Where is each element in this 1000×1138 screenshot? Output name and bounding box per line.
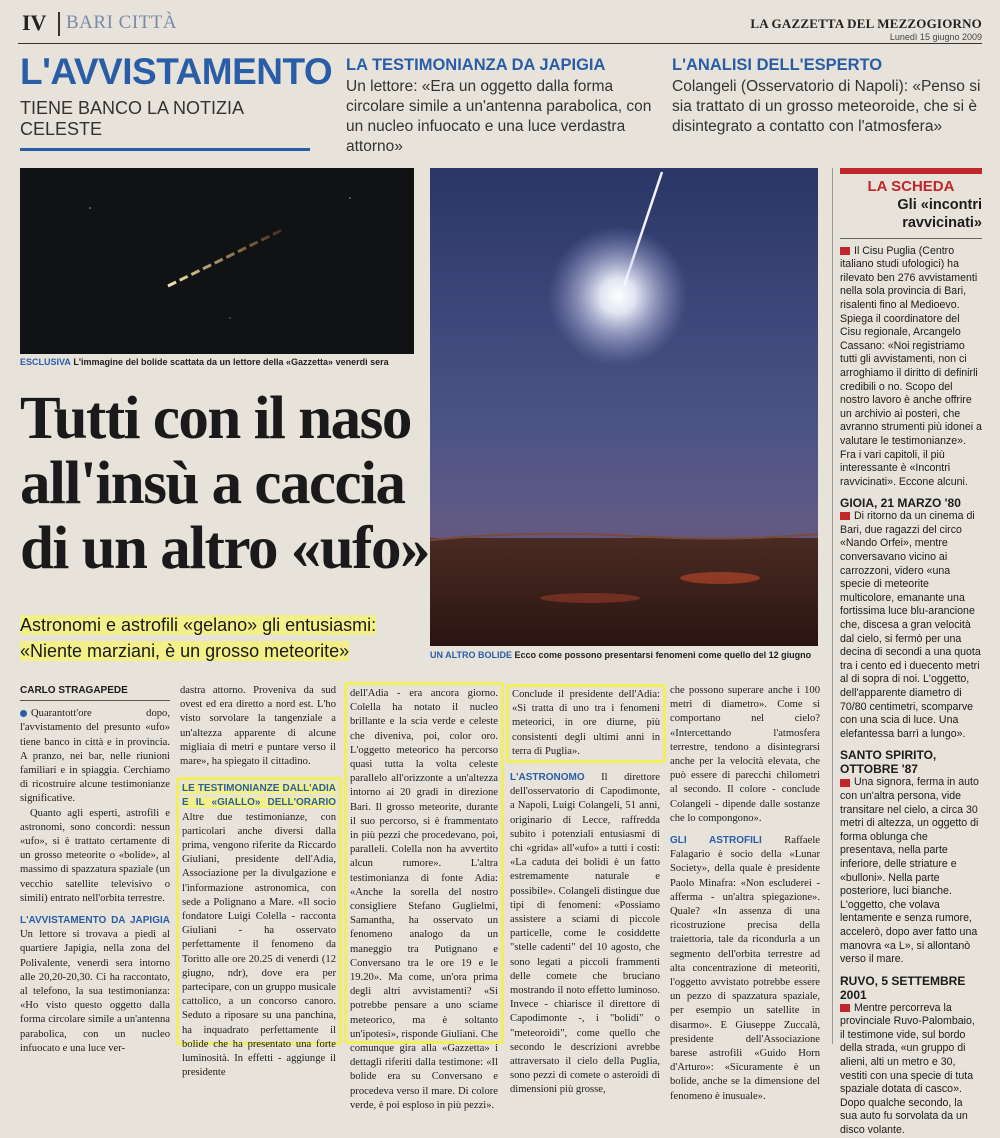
author-byline: CARLO STRAGAPEDE bbox=[20, 685, 128, 696]
byline-rule bbox=[20, 700, 170, 701]
kicker-text: Un lettore: «Era un oggetto dalla forma circolare simile a un'antenna parabolica, con un nucleo infuocato e una luce verdastra attorno» bbox=[346, 78, 652, 155]
article-col-2 bbox=[180, 684, 336, 1079]
square-bullet-icon bbox=[840, 247, 850, 255]
newspaper-name: LA GAZZETTA DEL MEZZOGIORNO bbox=[750, 16, 982, 31]
kicker-text: Colangeli (Osservatorio di Napoli): «Penso si sia trattato di un grosso meteoroide, che si è disintegrato a contatto con l'atmosfera» bbox=[672, 78, 981, 135]
square-bullet-icon bbox=[840, 1004, 850, 1012]
sidebar-intro: Il Cisu Puglia (Centro italiano studi ufologici) ha rilevato ben 276 avvistamenti nella sola provincia di Bari, risalenti fino al Medioevo. Spiega il coordinatore del Cisu regionale, Arcangelo Cassano: «Noi registriamo tutti gli avvistamenti, non ci arroghiamo il diritto di definirli credibili o no. Scopo del nostro lavoro è anche offrire un archivio ai posteri, che avranno strumenti più idonei a valutare le testimonianze». Fra i vari capitoli, il più interessante è «Incontri ravvicinati». Eccone alcuni. bbox=[840, 244, 982, 488]
caption-text: Ecco come possono presentarsi fenomeni come quello del 12 giugno bbox=[514, 650, 812, 660]
square-bullet-icon bbox=[840, 512, 850, 520]
sidebar-place: RUVO, 5 SETTEMBRE 2001 bbox=[840, 973, 966, 1002]
subtitle-line: Astronomi e astrofili «gelano» gli entusiasmi: bbox=[20, 615, 377, 635]
article-col-3 bbox=[344, 682, 504, 1111]
caption-label: UN ALTRO BOLIDE bbox=[430, 650, 512, 660]
section-name: BARI CITTÀ bbox=[66, 12, 178, 33]
sidebar-entry: Mentre percorreva la provinciale Ruvo-Palombaio, il testimone vide, sul bordo della strada, «un gruppo di alieni, alti un metro e 30, vestiti con una specie di tuta spaziale dotata di casco». Dopo qualche secondo, la sua auto fu sorvolata da un disco volante. bbox=[840, 1001, 975, 1137]
section-label: L'ASTRONOMO bbox=[510, 772, 585, 784]
paragraph: dastra attorno. Proveniva da sud ovest ed era diretto a nord est. L'ho visto sorvolare la tangenziale a un'altezza apparente di alcune migliaia di metri e puntare verso il mare», ha spiegato il cittadino. bbox=[180, 685, 336, 768]
section-label: GLI ASTROFILI bbox=[670, 835, 762, 847]
kicker-testimonianza bbox=[346, 56, 656, 157]
article-col-5 bbox=[670, 684, 820, 1102]
sidebar-title: Gli «incontri ravvicinati» bbox=[897, 196, 982, 231]
paragraph: LE TESTIMONIANZE DALL'ADIA E IL «GIALLO» DELL'ORARIO Altre due testimonianze, con particolari anche diversi dalla prima, vengono riferite da Riccardo Giuliani, presidente dell'Adia, Associazione per la divulgazione e l'informazione astronomica, con sede a Polignano a Mare. «Il socio fondatore Luigi Colella - racconta Giuliani - ha osservato perfettamente il fenomeno da Toritto alle ore 20.25 di venerdì (12 giugno, ndr), dove era per partecipare, con un gruppo musicale cattolico, a un concorso canoro. Seduto a riposare su una panchina, ha inquadrato perfettamente il bolide che ha presentato una forte luminosità. In effetti - aggiunge il presidente bbox=[182, 783, 336, 1079]
masthead-rule bbox=[18, 43, 982, 44]
sidebar-place: GIOIA, 21 MARZO '80 bbox=[840, 496, 961, 511]
highlighted-block bbox=[506, 684, 666, 763]
masthead-divider bbox=[58, 12, 60, 36]
page-number: IV bbox=[22, 10, 47, 35]
headline-line: all'insù a caccia bbox=[20, 450, 405, 517]
highlighted-block bbox=[176, 777, 342, 1079]
issue-date: Lunedì 15 giugno 2009 bbox=[889, 32, 982, 42]
paragraph: L'ASTRONOMO Il direttore dell'osservatorio di Capodimonte, a Napoli, Luigi Colangeli, 51 anni, originario di Lecce, raffredda subito i potenziali entusiasmi di chi «grida» all'«ufo» a tutti i costi: «La caduta dei bolidi è un fatto estremamente naturale e possibile». Colangeli distingue due tipi di fenomeni: «Possiamo assistere a sciami di piccole particelle, come le cosiddette "stelle cadenti" del 10 agosto, che sono legati a piccoli frammenti delle comete che bruciano mostrando il noto effetto luminoso. Invece - chiarisce il direttore di Capodimonte -, i "bolidi" o "meteoroidi", come quello che secondo le descrizioni avrebbe attraversato il cielo della Puglia, sono pezzi di comete o asteroidi di dimensioni più grosse, bbox=[510, 772, 660, 1096]
photo1-caption bbox=[20, 357, 420, 367]
sidebar-place: SANTO SPIRITO, OTTOBRE '87 bbox=[840, 748, 937, 777]
paragraph: Quarantott'ore dopo, l'avvistamento del presunto «ufo» tiene banco in città e in provincia. A pranzo, nei bar, nelle riunioni familiari e in spiaggia. Cerchiamo di ricostruire alcune testimonianze significative. bbox=[20, 708, 170, 805]
sidebar-rule bbox=[832, 168, 833, 1044]
paragraph: Conclude il presidente dell'Adia: «Si tratta di uno tra i fenomeni meteorici, in ore diurne, più consistenti degli ultimi anni in terra di Puglia». bbox=[512, 689, 660, 757]
sidebar-top-bar bbox=[840, 168, 982, 174]
paragraph: che possono superare anche i 100 metri di diametro». Come si comportano nel cielo? «Intercettando l'atmosfera terrestre, tendono a disintegrarsi anche per la velocità elevata, che può essere di parecchi chilometri al secondo. Il colore - conclude Colangeli - dipende dalle sostanze che lo compongono». bbox=[670, 685, 820, 824]
caption-label: ESCLUSIVA bbox=[20, 357, 71, 367]
section-label: LE TESTIMONIANZE DALL'ADIA E IL «GIALLO» DELL'ORARIO bbox=[182, 783, 336, 809]
subtitle-line: «Niente marziani, è un grosso meteorite» bbox=[20, 641, 350, 661]
sidebar-scheda bbox=[840, 168, 982, 1137]
kicker-title: L'AVVISTAMENTO bbox=[20, 51, 333, 92]
photo-bolide-exclusive bbox=[20, 168, 414, 354]
photo-altro-bolide bbox=[430, 168, 818, 646]
square-bullet-icon bbox=[840, 779, 850, 787]
masthead bbox=[0, 0, 1000, 46]
kicker-underline bbox=[20, 148, 310, 151]
kicker-subtitle: TIENE BANCO LA NOTIZIA CELESTE bbox=[20, 98, 244, 139]
kicker-title: LA TESTIMONIANZA DA JAPIGIA bbox=[346, 56, 606, 74]
meteor-sky-image bbox=[430, 168, 818, 646]
photo2-caption bbox=[430, 650, 830, 660]
sidebar-entry: Una signora, ferma in auto con un'altra persona, vide transitare nel cielo, a circa 30 metri di altezza, un oggetto di forma oblunga che presentava, nella parte inferiore, delle striature e «bulloni». Nella parte posteriore, luci bianche. L'oggetto, che volava lentamente e senza rumore, accelerò, dopo aver fatto una manovra «a L», si allontanò verso il mare. bbox=[840, 776, 979, 966]
paragraph: GLI ASTROFILI Raffaele Falagario è socio della «Lunar Society», della quale è presidente Paolo Minafra: «Non escluderei - afferma - un'altra spiegazione». Quale? «In assenza di una ricostruzione precisa della traiettoria, tale da ricondurla a un segmento dell'orbita terrestre ad alta concentrazione di meteoriti, l'oggetto avvistato potrebbe essere un pezzo di spazzatura spaziale, per esempio un satellite in disarmo». E Giuseppe Zuccalà, presidente dell'Associazione barese astrofili «Guido Horn d'Arturo»: «Sicuramente è un bolide, anche se la dimensione del fenomeno è inusuale». bbox=[670, 835, 820, 1102]
sidebar-entry: Di ritorno da un cinema di Bari, due ragazzi del circo «Nando Orfei», mentre conversavano vicino ai carrozzoni, videro «una specie di meteorite multicolore, emanante una fortissima luce blu-arancione che, discesa a gran velocità dal cielo, si fermò per una decina di secondi a una quota tra i cento ed i duecento metri al di sopra di noi. L'oggetto, dell'apparente diametro di 70/80 centimetri, scomparve con una scia di luce. Una elefantessa barrì a lungo». bbox=[840, 510, 981, 740]
headline-line: Tutti con il naso bbox=[20, 385, 411, 452]
article-col-4 bbox=[510, 684, 660, 1096]
paragraph: dell'Adia - era ancora giorno. Colella ha notato il nucleo brillante e la scia verde e celeste che diveniva, poi, color oro. L'oggetto meteorico ha percorso quasi tutta la volta celeste parallelo all'orizzonte a un'altezza intorno ai 20 gradi in direzione Bari. Il grosso meteorite, durante il suo percorso, si è frammentato in più pezzi che procedevano, poi, paralleli. Colella non ha avvertito alcun rumore». L'altra testimonianza di fonte Adia: «Anche la sorella del nostro consigliere Stefano Guglielmi, Samantha, ha osservato un fenomeno analogo da un maneggio tra Putignano e Conversano tra le ore 19 e le 19.20». Ma come, un'ora prima degli altri avvistamenti? «Si potrebbe pensare a uno sciame meteorico, ma è soltanto un'ipotesi», risponde Giuliani. Che comunque gira alla «Gazzetta» i dettagli riferiti dalla testimone: «Il bolide era su Conversano e procedeva verso il mare. Di colore verde, è poi esploso in più pezzi». bbox=[350, 688, 498, 1111]
sidebar-divider bbox=[840, 238, 982, 239]
kicker-title: L'ANALISI DELL'ESPERTO bbox=[672, 56, 883, 74]
bullet-icon bbox=[20, 710, 27, 717]
section-label: L'AVVISTAMENTO DA JAPIGIA bbox=[20, 915, 170, 927]
article-col-1 bbox=[20, 684, 170, 1054]
headline-line: di un altro «ufo» bbox=[20, 515, 429, 582]
kicker-avvistamento bbox=[20, 51, 333, 151]
paragraph: Quanto agli esperti, astrofili e astronomi, sono concordi: nessun «ufo», si è trattato certamente di un grosso meteorite o «bolide», al massimo di spazzatura spaziale (un vecchio satellite televisivo o simili) entrato nell'orbita terrestre. bbox=[20, 807, 170, 904]
kicker-analisi bbox=[672, 56, 984, 137]
paragraph: L'AVVISTAMENTO DA JAPIGIA Un lettore si trovava a piedi al quartiere Japigia, nella zona del Polivalente, venerdì sera intorno alle 20,20-20,30. Ci ha raccontato, al telefono, la sua testimonianza: «Ho visto questo oggetto dalla forma circolare simile a un'antenna parabolica, con un nucleo infuocato e una luce ver- bbox=[20, 915, 170, 1054]
main-headline bbox=[20, 386, 430, 581]
headline-subtitle bbox=[20, 612, 432, 664]
sidebar-tag: LA SCHEDA bbox=[867, 178, 955, 195]
caption-text: L'immagine del bolide scattata da un lettore della «Gazzetta» venerdì sera bbox=[73, 357, 389, 367]
meteor-trail-image bbox=[20, 168, 414, 354]
